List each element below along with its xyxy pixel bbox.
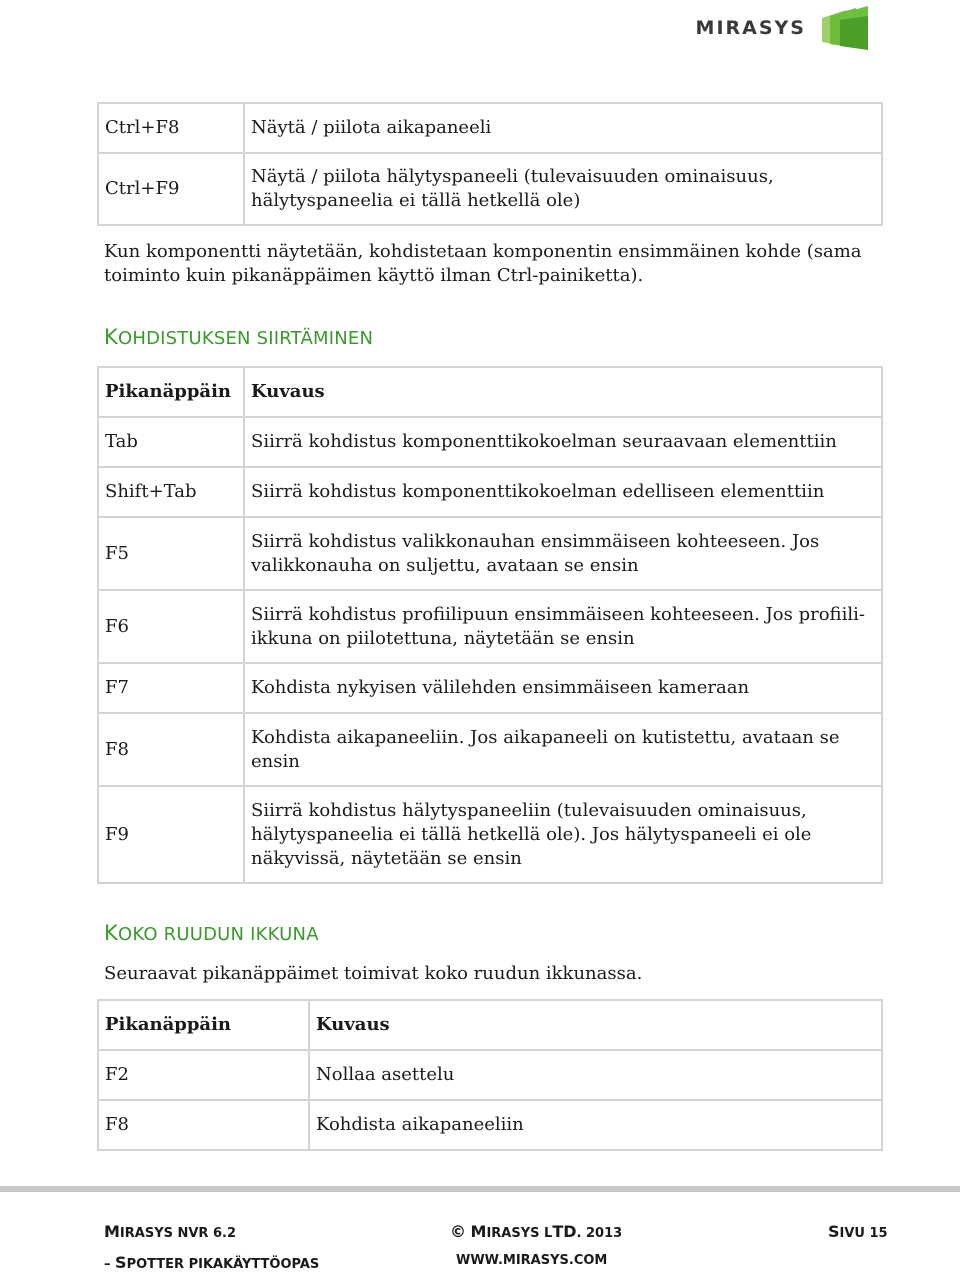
mirasys-logo [696,6,874,50]
shortcut-key: F6 [98,590,244,663]
footer-subtitle [104,1253,319,1272]
footer-divider [0,1186,960,1192]
footer-initial: TD [552,1222,577,1241]
footer-text: POTTER PIKAKÄYTTÖOPAS [126,1257,320,1272]
copyright-symbol: © [450,1222,466,1241]
shortcut-key: F7 [98,663,244,713]
shortcut-key: F2 [98,1050,309,1100]
shortcut-key: F8 [98,713,244,786]
column-header-description: Kuvaus [309,1000,882,1050]
footer-initial: S [828,1222,840,1241]
table-row [98,1050,882,1100]
column-header-key: Pikanäppäin [98,367,244,417]
footer-text: IVU 15 [839,1226,888,1241]
footer-page-number [828,1222,888,1241]
shortcut-description: Siirrä kohdistus valikkonauhan ensimmäiseen kohteeseen. Jos valikkonauha on suljettu, avataan se ensin [244,517,882,590]
table-row [98,663,882,713]
table-row [98,153,882,225]
shortcut-description: Siirrä kohdistus komponenttikokoelman edelliseen elementtiin [244,467,882,517]
heading-text: OKO RUUDUN IKKUNA [117,924,319,945]
footer-initial: M [104,1222,120,1241]
table-row [98,467,882,517]
footer-initial: S [115,1253,127,1272]
logo-text: MIRASYS [695,17,806,39]
footer-year: . 2013 [576,1226,623,1241]
shortcut-key: F9 [98,786,244,883]
shortcut-description: Kohdista aikapaneeliin. Jos aikapaneeli on kutistettu, avataan se ensin [244,713,882,786]
footer-copyright [450,1222,622,1241]
shortcut-key: F5 [98,517,244,590]
shortcut-description: Siirrä kohdistus hälytyspaneeliin (tulevaisuuden ominaisuus, hälytyspaneelia ei tällä hetkellä ole). Jos hälytyspaneeli ei ole näkyvissä, näytetään se ensin [244,786,882,883]
shortcut-description: Näytä / piilota hälytyspaneeli (tulevaisuuden ominaisuus, hälytyspaneelia ei tällä hetkellä ole) [244,153,882,225]
shortcut-description: Kohdista aikapaneeliin [309,1100,882,1150]
shortcut-description: Nollaa asettelu [309,1050,882,1100]
heading-text: OHDISTUKSEN SIIRTÄMINEN [117,328,374,349]
table-row [98,590,882,663]
section-heading-focus-move [104,325,373,349]
column-header-description: Kuvaus [244,367,882,417]
fullscreen-shortcut-table [97,999,883,1151]
shortcut-key: F8 [98,1100,309,1150]
fullscreen-intro: Seuraavat pikanäppäimet toimivat koko ruudun ikkunassa. [104,963,643,984]
intro-paragraph: Kun komponentti näytetään, kohdistetaan komponentin ensimmäinen kohde (sama toiminto kuin pikanäppäimen käyttö ilman Ctrl-painiketta). [104,241,862,286]
section-heading-fullscreen [104,921,319,945]
footer-initial: M [470,1222,487,1241]
table-row [98,786,882,883]
heading-initial: K [104,325,118,349]
shortcut-key: Ctrl+F9 [98,153,244,225]
heading-initial: K [104,921,118,945]
shortcut-key: Shift+Tab [98,467,244,517]
table-row [98,103,882,153]
footer-website: WWW.MIRASYS.COM [456,1253,608,1268]
ctrl-shortcut-table [97,102,883,226]
table-row [98,517,882,590]
footer-text: IRASYS L [486,1226,553,1241]
shortcut-description: Siirrä kohdistus komponenttikokoelman seuraavaan elementtiin [244,417,882,467]
shortcut-key: Tab [98,417,244,467]
shortcut-description: Kohdista nykyisen välilehden ensimmäiseen kameraan [244,663,882,713]
focus-shortcut-table [97,366,883,884]
shortcut-description: Näytä / piilota aikapaneeli [244,103,882,153]
table-header-row [98,367,882,417]
logo-mark-icon [812,6,874,50]
shortcut-description: Siirrä kohdistus profiilipuun ensimmäiseen kohteeseen. Jos profiili-ikkuna on piilotettuna, näytetään se ensin [244,590,882,663]
table-header-row [98,1000,882,1050]
column-header-key: Pikanäppäin [98,1000,309,1050]
footer-text: IRASYS NVR 6.2 [119,1226,237,1241]
footer-dash: – [104,1257,116,1272]
footer-product [104,1222,236,1241]
shortcut-key: Ctrl+F8 [98,103,244,153]
table-row [98,417,882,467]
table-row [98,1100,882,1150]
table-row [98,713,882,786]
